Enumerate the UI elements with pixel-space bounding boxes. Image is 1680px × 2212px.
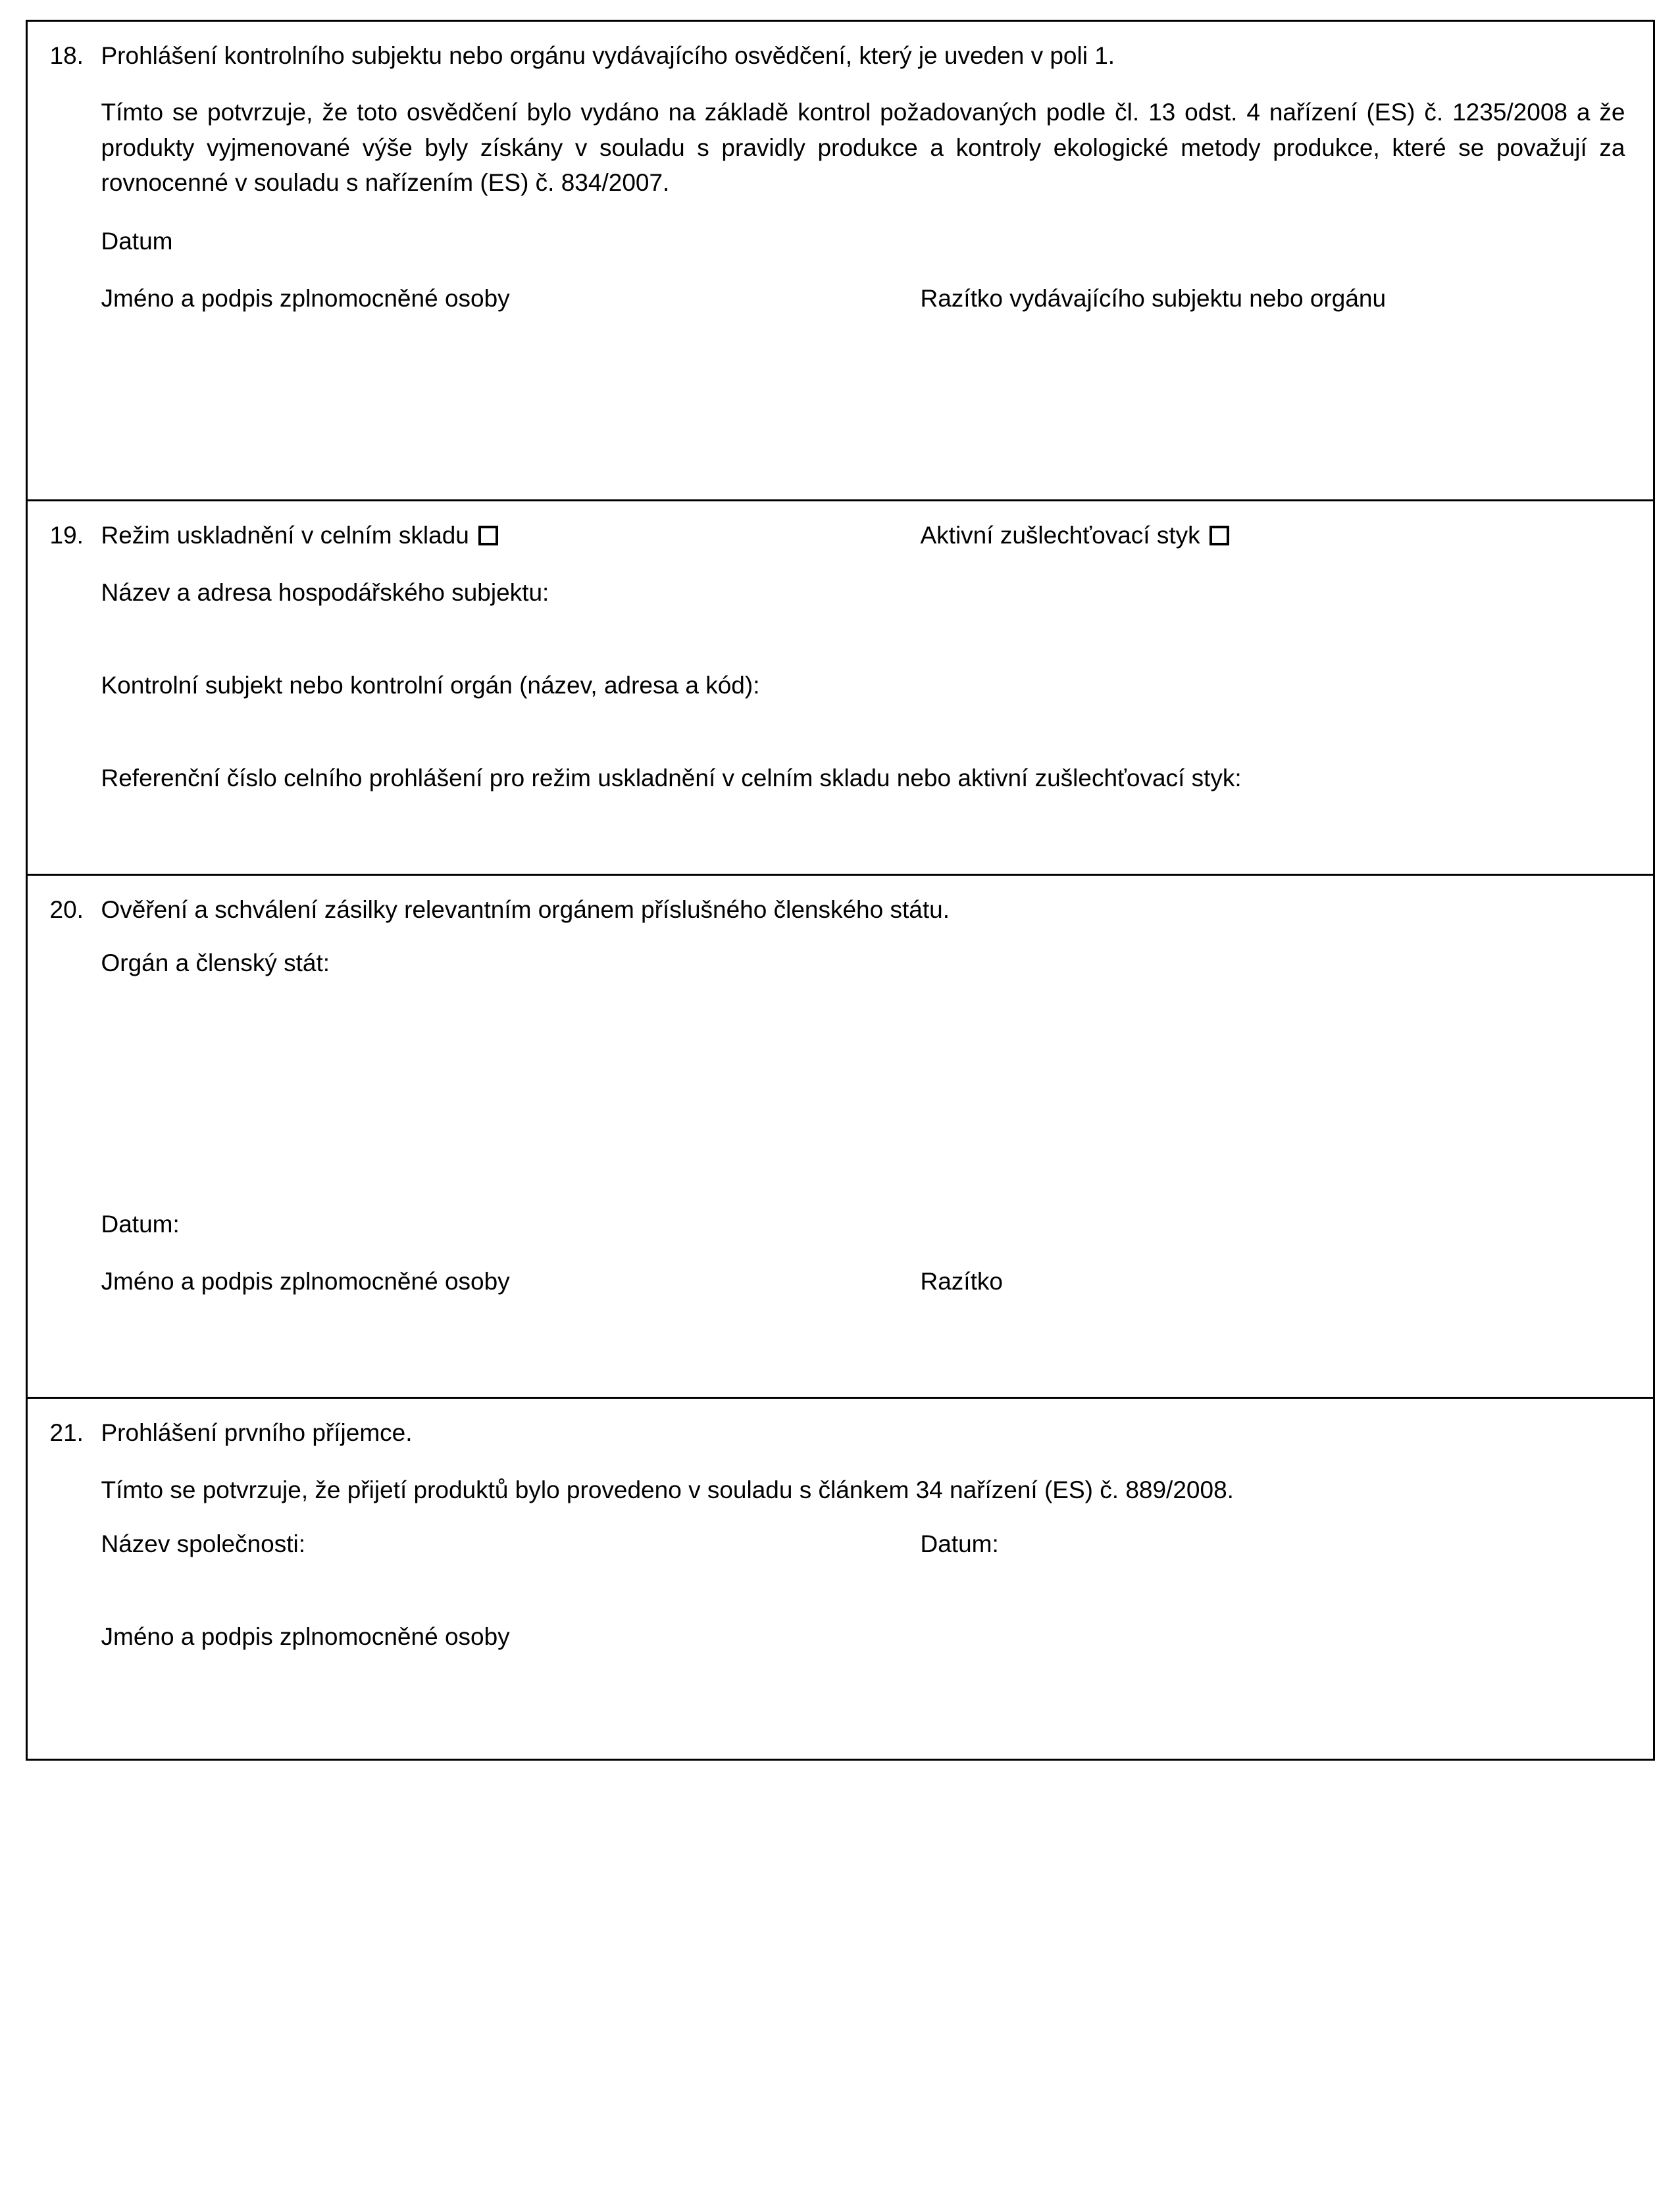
section-19-heading-row — [50, 518, 1625, 552]
section-21-signature-label: Jméno a podpis zplnomocněné osoby — [101, 1622, 510, 1650]
section-21 — [28, 1397, 1653, 1758]
section-20-heading-row — [50, 893, 1625, 926]
section-19 — [28, 499, 1653, 874]
section-21-heading-row — [50, 1416, 1625, 1449]
section-18-heading-row — [50, 39, 1625, 72]
section-19-control-body-label: Kontrolní subjekt nebo kontrolní orgán (název, adresa a kód): — [101, 672, 760, 699]
customs-warehousing-checkbox[interactable] — [478, 526, 498, 545]
section-18-paragraph: Tímto se potvrzuje, že toto osvědčení bylo vydáno na základě kontrol požadovaných podle čl. 13 odst. 4 nařízení (ES) č. 1235/2008 a že produkty vyjmenované výše byly získány v souladu s pravidly produkce a kontroly ekologické metody produkce, které se považují za rovnocenné v souladu s nařízením (ES) č. 834/2007. — [101, 99, 1625, 197]
section-19-number: 19. — [49, 522, 84, 549]
section-18-signature-space — [101, 315, 1625, 381]
section-18-stamp-label: Razítko vydávajícího subjektu nebo orgánu — [920, 285, 1387, 313]
certificate-form — [26, 20, 1655, 1761]
section-18-number: 18. — [49, 42, 84, 69]
section-21-date-label: Datum: — [920, 1530, 999, 1557]
section-18-date-label: Datum — [101, 227, 173, 255]
section-20-stamp-label: Razítko — [920, 1268, 1003, 1295]
section-20-heading: Ověření a schválení zásilky relevantním orgánem příslušného členského státu. — [101, 896, 950, 924]
inward-processing-checkbox[interactable] — [1209, 526, 1229, 545]
section-21-company-row — [101, 1527, 1625, 1561]
section-19-operator-space — [101, 609, 1625, 649]
section-20-date-label: Datum: — [101, 1211, 180, 1238]
section-20 — [28, 874, 1653, 1397]
section-19-control-body-space — [101, 702, 1625, 742]
section-20-authority-space — [101, 980, 1625, 1118]
section-18-signature-row — [101, 282, 1625, 315]
section-21-number: 21. — [49, 1419, 84, 1447]
section-21-heading: Prohlášení prvního příjemce. — [101, 1419, 413, 1447]
section-20-authority-space-2 — [101, 1118, 1625, 1184]
section-20-signature-label: Jméno a podpis zplnomocněné osoby — [101, 1268, 510, 1295]
section-20-number: 20. — [49, 896, 84, 924]
section-21-company-label: Název společnosti: — [101, 1530, 306, 1557]
section-21-paragraph: Tímto se potvrzuje, že přijetí produktů bylo provedeno v souladu s článkem 34 nařízení (ES) č. 889/2008. — [101, 1476, 1234, 1504]
section-19-reference-label: Referenční číslo celního prohlášení pro režim uskladnění v celním skladu nebo aktivní zušlechťovací styk: — [101, 765, 1242, 792]
section-19-operator-label: Název a adresa hospodářského subjektu: — [101, 579, 549, 607]
section-20-authority-label: Orgán a členský stát: — [101, 949, 330, 977]
section-21-company-space — [101, 1561, 1625, 1600]
section-20-signature-row — [101, 1265, 1625, 1298]
section-19-heading-right: Aktivní zušlechťovací styk — [920, 522, 1200, 549]
section-19-heading: Režim uskladnění v celním skladu — [101, 522, 469, 549]
section-18-heading: Prohlášení kontrolního subjektu nebo orgánu vydávajícího osvědčení, který je uveden v poli 1. — [101, 42, 1115, 69]
section-18 — [28, 22, 1653, 499]
section-18-signature-label: Jméno a podpis zplnomocněné osoby — [101, 285, 510, 313]
